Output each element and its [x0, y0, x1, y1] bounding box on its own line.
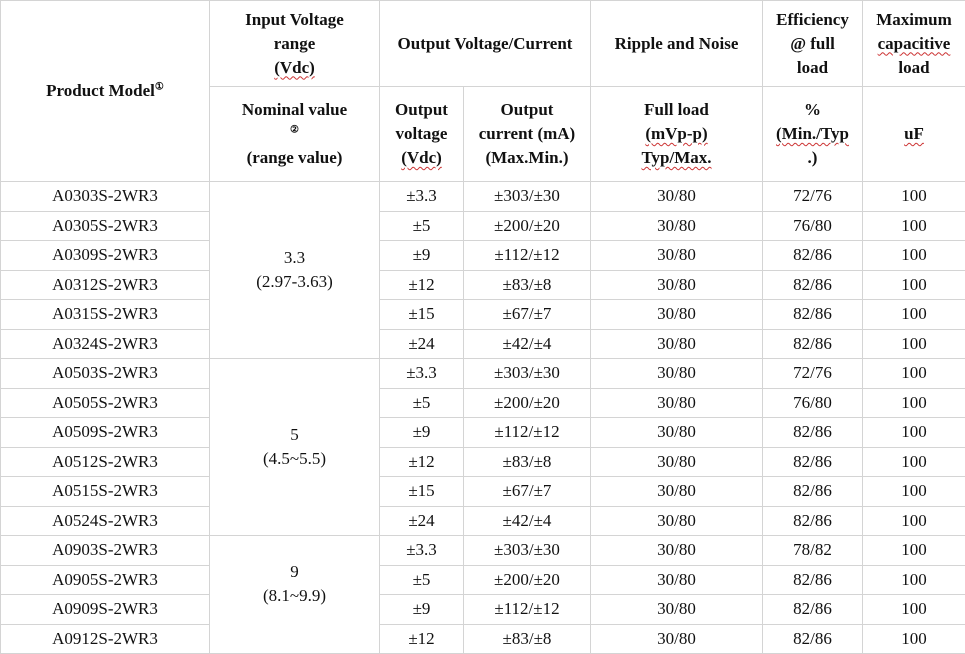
cell-efficiency: 76/80 — [763, 211, 863, 241]
cell-output-current: ±303/±30 — [464, 182, 591, 212]
cell-capacitive-load: 100 — [863, 300, 965, 330]
cell-ripple: 30/80 — [591, 359, 763, 389]
cell-model: A0912S-2WR3 — [1, 624, 210, 654]
header-efficiency-unit: % (Min./Typ .) — [763, 87, 863, 182]
header-output-current: Output current (mA) (Max.Min.) — [464, 87, 591, 182]
cell-ripple: 30/80 — [591, 595, 763, 625]
header-input-voltage: Input Voltage range (Vdc) — [210, 1, 380, 87]
cell-efficiency: 78/82 — [763, 536, 863, 566]
cell-output-voltage: ±15 — [380, 300, 464, 330]
cell-output-current: ±83/±8 — [464, 624, 591, 654]
cell-model: A0509S-2WR3 — [1, 418, 210, 448]
table-row — [1, 624, 965, 654]
table-row — [1, 211, 965, 241]
table-row — [1, 506, 965, 536]
cell-output-voltage: ±12 — [380, 624, 464, 654]
cell-output-current: ±112/±12 — [464, 241, 591, 271]
cell-output-voltage: ±3.3 — [380, 359, 464, 389]
cell-efficiency: 82/86 — [763, 418, 863, 448]
cell-efficiency: 82/86 — [763, 241, 863, 271]
table-body — [1, 182, 965, 654]
cell-model: A0524S-2WR3 — [1, 506, 210, 536]
cell-model: A0315S-2WR3 — [1, 300, 210, 330]
cell-capacitive-load: 100 — [863, 506, 965, 536]
cell-output-current: ±112/±12 — [464, 418, 591, 448]
cell-efficiency: 76/80 — [763, 388, 863, 418]
cell-efficiency: 82/86 — [763, 595, 863, 625]
cell-efficiency: 82/86 — [763, 270, 863, 300]
cell-ripple: 30/80 — [591, 506, 763, 536]
cell-output-current: ±112/±12 — [464, 595, 591, 625]
cell-efficiency: 72/76 — [763, 359, 863, 389]
cell-output-voltage: ±9 — [380, 595, 464, 625]
cell-capacitive-load: 100 — [863, 182, 965, 212]
cell-output-current: ±83/±8 — [464, 447, 591, 477]
table-row — [1, 241, 965, 271]
cell-output-voltage: ±12 — [380, 270, 464, 300]
cell-ripple: 30/80 — [591, 241, 763, 271]
nominal-value: 5 — [210, 423, 379, 447]
cell-output-current: ±67/±7 — [464, 300, 591, 330]
cell-output-voltage: ±15 — [380, 477, 464, 507]
nominal-value: 3.3 — [210, 246, 379, 270]
table-row — [1, 300, 965, 330]
cell-ripple: 30/80 — [591, 447, 763, 477]
header-efficiency: Efficiency @ full load — [763, 1, 863, 87]
cell-model: A0515S-2WR3 — [1, 477, 210, 507]
cell-output-current: ±67/±7 — [464, 477, 591, 507]
table-row — [1, 182, 965, 212]
table-row — [1, 418, 965, 448]
cell-model: A0903S-2WR3 — [1, 536, 210, 566]
table-row — [1, 565, 965, 595]
header-output-voltage: Output voltage (Vdc) — [380, 87, 464, 182]
cell-output-voltage: ±3.3 — [380, 536, 464, 566]
cell-efficiency: 82/86 — [763, 565, 863, 595]
cell-input-voltage-group — [210, 182, 380, 359]
table-row — [1, 388, 965, 418]
cell-efficiency: 82/86 — [763, 447, 863, 477]
range-value: (8.1~9.9) — [210, 584, 379, 608]
cell-output-current: ±42/±4 — [464, 506, 591, 536]
header-ripple-noise: Ripple and Noise — [591, 1, 763, 87]
cell-capacitive-load: 100 — [863, 624, 965, 654]
cell-model: A0503S-2WR3 — [1, 359, 210, 389]
table-row — [1, 595, 965, 625]
cell-capacitive-load: 100 — [863, 359, 965, 389]
cell-output-voltage: ±9 — [380, 241, 464, 271]
cell-efficiency: 82/86 — [763, 477, 863, 507]
cell-capacitive-load: 100 — [863, 565, 965, 595]
cell-output-voltage: ±5 — [380, 211, 464, 241]
cell-model: A0305S-2WR3 — [1, 211, 210, 241]
cell-ripple: 30/80 — [591, 329, 763, 359]
table-row — [1, 270, 965, 300]
cell-ripple: 30/80 — [591, 300, 763, 330]
cell-model: A0505S-2WR3 — [1, 388, 210, 418]
cell-model: A0324S-2WR3 — [1, 329, 210, 359]
cell-output-voltage: ±5 — [380, 565, 464, 595]
cell-output-voltage: ±24 — [380, 506, 464, 536]
cell-input-voltage-group — [210, 359, 380, 536]
cell-efficiency: 82/86 — [763, 624, 863, 654]
cell-ripple: 30/80 — [591, 624, 763, 654]
header-full-load: Full load (mVp-p) Typ/Max. — [591, 87, 763, 182]
cell-capacitive-load: 100 — [863, 241, 965, 271]
cell-capacitive-load: 100 — [863, 329, 965, 359]
range-value: (2.97-3.63) — [210, 270, 379, 294]
cell-capacitive-load: 100 — [863, 211, 965, 241]
cell-capacitive-load: 100 — [863, 388, 965, 418]
header-output-voltage-current: Output Voltage/Current — [380, 1, 591, 87]
header-capacitance-unit: uF — [863, 87, 965, 182]
cell-ripple: 30/80 — [591, 418, 763, 448]
range-value: (4.5~5.5) — [210, 447, 379, 471]
cell-capacitive-load: 100 — [863, 447, 965, 477]
cell-output-current: ±303/±30 — [464, 359, 591, 389]
nominal-value: 9 — [210, 560, 379, 584]
cell-efficiency: 82/86 — [763, 329, 863, 359]
cell-output-current: ±200/±20 — [464, 211, 591, 241]
cell-capacitive-load: 100 — [863, 418, 965, 448]
header-max-capacitive-load: Maximum capacitive load — [863, 1, 965, 87]
cell-capacitive-load: 100 — [863, 477, 965, 507]
table-row — [1, 329, 965, 359]
cell-capacitive-load: 100 — [863, 595, 965, 625]
table-row — [1, 477, 965, 507]
cell-ripple: 30/80 — [591, 211, 763, 241]
cell-ripple: 30/80 — [591, 270, 763, 300]
cell-capacitive-load: 100 — [863, 536, 965, 566]
cell-model: A0309S-2WR3 — [1, 241, 210, 271]
cell-efficiency: 82/86 — [763, 506, 863, 536]
cell-output-voltage: ±12 — [380, 447, 464, 477]
cell-output-current: ±42/±4 — [464, 329, 591, 359]
cell-capacitive-load: 100 — [863, 270, 965, 300]
cell-ripple: 30/80 — [591, 388, 763, 418]
table-row — [1, 447, 965, 477]
table-row — [1, 359, 965, 389]
cell-efficiency: 72/76 — [763, 182, 863, 212]
table-row — [1, 536, 965, 566]
cell-model: A0303S-2WR3 — [1, 182, 210, 212]
cell-model: A0512S-2WR3 — [1, 447, 210, 477]
cell-input-voltage-group — [210, 536, 380, 654]
cell-model: A0312S-2WR3 — [1, 270, 210, 300]
cell-output-current: ±200/±20 — [464, 565, 591, 595]
cell-ripple: 30/80 — [591, 536, 763, 566]
cell-ripple: 30/80 — [591, 477, 763, 507]
cell-output-voltage: ±9 — [380, 418, 464, 448]
cell-ripple: 30/80 — [591, 182, 763, 212]
cell-output-current: ±200/±20 — [464, 388, 591, 418]
cell-output-voltage: ±5 — [380, 388, 464, 418]
cell-efficiency: 82/86 — [763, 300, 863, 330]
cell-model: A0905S-2WR3 — [1, 565, 210, 595]
cell-model: A0909S-2WR3 — [1, 595, 210, 625]
header-product-model: Product Model① — [1, 1, 210, 182]
header-nominal-value: Nominal value ② (range value) — [210, 87, 380, 182]
cell-output-voltage: ±24 — [380, 329, 464, 359]
cell-output-current: ±83/±8 — [464, 270, 591, 300]
cell-ripple: 30/80 — [591, 565, 763, 595]
cell-output-current: ±303/±30 — [464, 536, 591, 566]
cell-output-voltage: ±3.3 — [380, 182, 464, 212]
